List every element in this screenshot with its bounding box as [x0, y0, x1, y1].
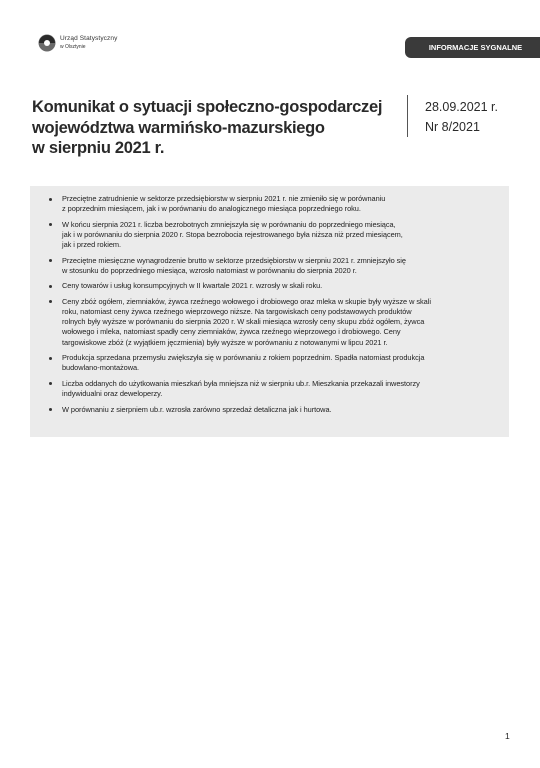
- publication-meta: [425, 97, 498, 137]
- summary-item: [50, 220, 495, 251]
- logo: [38, 34, 117, 52]
- summary-line: targowiskowe zbóż (z wyjątkiem jęczmienia) były wyższe w porównaniu z notowanymi w lipcu 2021 r.: [62, 337, 388, 347]
- summary-line: wołowego i mleka, natomiast spadły ceny ziemniaków, żywca rzeźnego wieprzowego i drobiowego. Ceny: [62, 327, 401, 337]
- publication-number: Nr 8/2021: [425, 120, 480, 134]
- summary-line: W porównaniu z sierpniem ub.r. wzrosła zarówno sprzedaż detaliczna jak i hurtowa.: [62, 404, 332, 414]
- summary-item: [50, 297, 495, 348]
- summary-line: W końcu sierpnia 2021 r. liczba bezrobotnych zmniejszyła się w porównaniu do poprzedniego miesiąca,: [62, 219, 396, 229]
- summary-item: [50, 353, 495, 373]
- summary-line: w stosunku do poprzedniego miesiąca, wzrosło natomiast w porównaniu do sierpnia 2020 r.: [62, 265, 357, 275]
- summary-line: roku, natomiast ceny żywca rzeźnego wieprzowego niższe. Na targowiskach ceny podstawowych produktów: [62, 307, 412, 317]
- title-line: województwa warmińsko-mazurskiego: [32, 118, 325, 137]
- logo-icon: [38, 34, 56, 52]
- summary-item: [50, 281, 495, 291]
- logo-line2: w Olsztynie: [60, 44, 86, 50]
- publication-date: 28.09.2021 r.: [425, 100, 498, 114]
- summary-item: [50, 379, 495, 399]
- summary-item: [50, 405, 495, 415]
- page-title: [32, 97, 382, 159]
- summary-line: indywidualni oraz deweloperzy.: [62, 389, 163, 399]
- summary-line: Ceny zbóż ogółem, ziemniaków, żywca rzeźnego wołowego i drobiowego oraz mleka w skupie były wyższe w skali: [62, 296, 431, 306]
- page-number: 1: [505, 731, 510, 741]
- summary-line: Liczba oddanych do użytkowania mieszkań była mniejsza niż w sierpniu ub.r. Mieszkania przekazali inwestorzy: [62, 378, 420, 388]
- summary-line: jak i przed rokiem.: [62, 240, 122, 250]
- summary-line: Przeciętne miesięczne wynagrodzenie brutto w sektorze przedsiębiorstw w sierpniu 2021 r. zmniejszyło się: [62, 255, 406, 265]
- summary-line: Produkcja sprzedana przemysłu zwiększyła się w porównaniu z rokiem poprzednim. Spadła natomiast produkcja: [62, 353, 425, 363]
- summary-line: rolnych były wyższe w porównaniu do sierpnia 2020 r. W skali miesiąca wzrosły ceny skupu zbóż ogółem, żywca: [62, 317, 425, 327]
- logo-line1: Urząd Statystyczny: [60, 35, 118, 42]
- summary-line: z poprzednim miesiącem, jak i w porównaniu do analogicznego miesiąca poprzedniego roku.: [62, 204, 361, 214]
- summary-line: Ceny towarów i usług konsumpcyjnych w II kwartale 2021 r. wzrosły w skali roku.: [62, 281, 323, 291]
- publication-type-tag: INFORMACJE SYGNALNE: [405, 37, 540, 58]
- summary-box: [30, 186, 509, 437]
- summary-line: jak i w porównaniu do sierpnia 2020 r. Stopa bezrobocia rejestrowanego była niższa niż przed miesiącem,: [62, 229, 403, 239]
- summary-item: [50, 256, 495, 276]
- summary-list: [50, 194, 495, 415]
- meta-divider: [407, 95, 408, 137]
- title-line: Komunikat o sytuacji społeczno-gospodarczej: [32, 98, 383, 116]
- summary-item: [50, 194, 495, 214]
- logo-text: [60, 35, 117, 51]
- title-line: w sierpniu 2021 r.: [32, 139, 165, 157]
- summary-line: budowlano-montażowa.: [62, 363, 140, 373]
- summary-line: Przeciętne zatrudnienie w sektorze przedsiębiorstw w sierpniu 2021 r. nie zmieniło się w porównaniu: [62, 194, 386, 203]
